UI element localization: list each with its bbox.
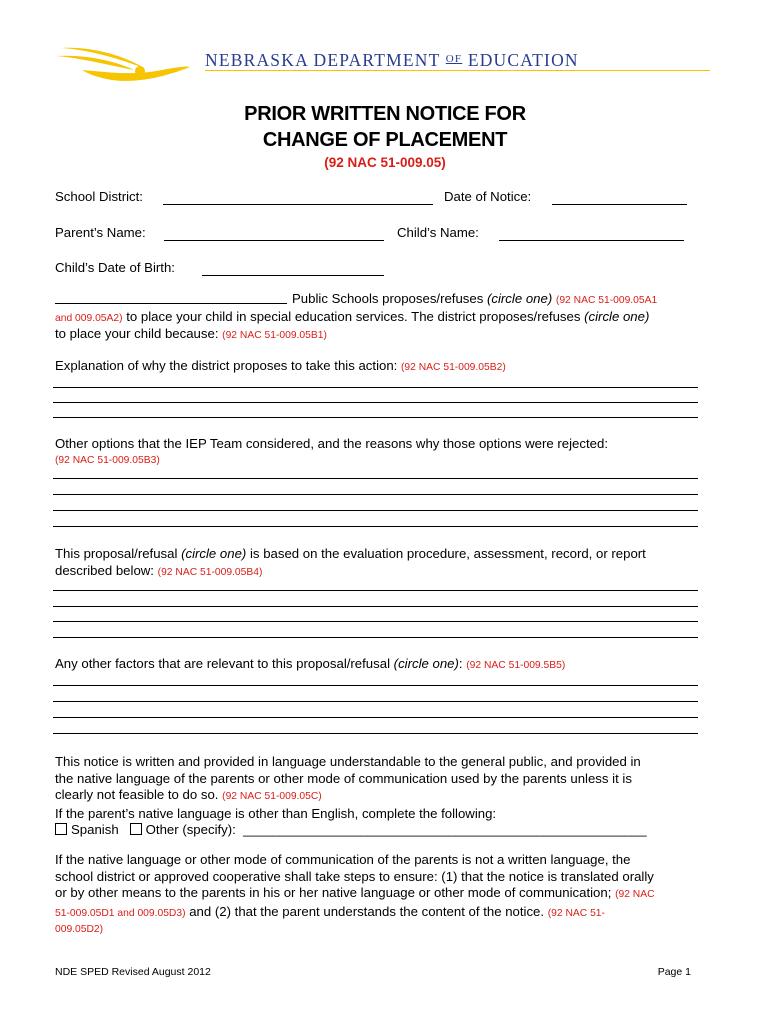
proposal-line1-italic: (circle one): [487, 291, 553, 306]
language-line3-text: clearly not feasible to do so.: [55, 787, 219, 802]
proposal-line1-cite: (92 NAC 51-009.05A1: [555, 295, 658, 306]
proposal-line3-text: to place your child because:: [55, 326, 219, 341]
basis-text-a: This proposal/refusal: [55, 546, 178, 561]
factors-text: Any other factors that are relevant to this proposal/refusal: [55, 656, 390, 671]
org-name: [205, 50, 579, 71]
spanish-label: Spanish: [71, 822, 119, 837]
org-name-part2: EDUCATION: [467, 50, 579, 70]
other-options-line-2[interactable]: [53, 494, 698, 495]
factors-line-4[interactable]: [53, 733, 698, 734]
title-line2: CHANGE OF PLACEMENT: [262, 129, 508, 151]
school-district-label: School District:: [55, 189, 143, 204]
proposal-line2-italic: (circle one): [584, 309, 650, 324]
school-district-field[interactable]: [163, 192, 433, 205]
proposal-line3: [55, 326, 327, 344]
proposal-line1-text: Public Schools proposes/refuses: [292, 291, 484, 306]
header-rule: [205, 70, 710, 71]
basis-line-2[interactable]: [53, 606, 698, 607]
nde-logo: [52, 40, 192, 86]
other-label: Other (specify):: [145, 822, 236, 837]
date-of-notice-field[interactable]: [552, 192, 687, 205]
explanation-cite: (92 NAC 51-009.05B2): [401, 362, 506, 373]
childs-name-label: Child’s Name:: [397, 225, 479, 240]
basis-line2: [55, 563, 262, 581]
title-line1: PRIOR WRITTEN NOTICE FOR: [244, 103, 526, 125]
factors-colon: :: [458, 656, 463, 671]
language-line1: This notice is written and provided in language understandable to the general public, and provided in: [55, 754, 641, 769]
nonwritten-line4-cite2: (92 NAC 51-: [547, 907, 605, 919]
basis-italic: (circle one): [181, 546, 247, 561]
basis-line-3[interactable]: [53, 621, 698, 622]
nonwritten-line1: If the native language or other mode of communication of the parents is not a written language, the: [55, 852, 631, 867]
basis-cite: (92 NAC 51-009.05B4): [157, 567, 263, 578]
childs-name-field[interactable]: [499, 228, 684, 241]
nonwritten-line2: school district or approved cooperative shall take steps to ensure: (1) that the notice is translated orally: [55, 868, 654, 884]
parents-name-label: Parent’s Name:: [55, 225, 146, 240]
explanation-label: [55, 358, 506, 376]
explanation-line-3[interactable]: [53, 417, 698, 418]
nonwritten-paragraph: [55, 852, 655, 939]
other-options-cite: (92 NAC 51-009.05B3): [55, 455, 160, 466]
factors-line-3[interactable]: [53, 717, 698, 718]
other-options-line-1[interactable]: [53, 478, 698, 479]
explanation-line-2[interactable]: [53, 402, 698, 403]
other-options-line-4[interactable]: [53, 526, 698, 527]
childs-dob-field[interactable]: [202, 263, 384, 276]
district-name-field[interactable]: [55, 291, 287, 304]
explanation-line-1[interactable]: [53, 387, 698, 388]
proposal-line2: [55, 309, 649, 327]
basis-text-b: is based on the evaluation procedure, assessment, record, or report: [250, 546, 646, 561]
language-line4: If the parent’s native language is other than English, complete the following:: [55, 805, 497, 821]
proposal-line3-cite: (92 NAC 51-009.05B1): [222, 330, 327, 341]
language-line3: [55, 787, 647, 806]
nonwritten-line3-cite: (92 NAC: [615, 889, 655, 900]
other-options-line-3[interactable]: [53, 510, 698, 511]
language-options: [55, 822, 647, 839]
factors-label: [55, 656, 565, 674]
factors-line-1[interactable]: [53, 685, 698, 686]
nonwritten-line5-cite: 009.05D2): [55, 924, 104, 935]
nonwritten-line4-cite: 51-009.05D1 and 009.05D3): [55, 907, 186, 919]
explanation-label-text: Explanation of why the district proposes to take this action:: [55, 358, 398, 373]
basis-text-c: described below:: [55, 563, 154, 578]
basis-line1: [55, 546, 646, 562]
language-line2: the native language of the parents or other mode of communication used by the parents unless it is: [55, 770, 632, 786]
footer-page: Page 1: [657, 966, 691, 978]
spanish-checkbox[interactable]: [55, 823, 67, 835]
factors-line-2[interactable]: [53, 701, 698, 702]
proposal-line2-cite: and 009.05A2): [55, 313, 123, 324]
parents-name-field[interactable]: [164, 228, 384, 241]
nonwritten-line4: [55, 904, 655, 923]
nonwritten-line3: [55, 885, 655, 904]
title-citation: (92 NAC 51-009.05): [324, 155, 446, 170]
nonwritten-line4-text: and (2) that the parent understands the content of the notice.: [189, 903, 545, 919]
nde-logo-swoosh-icon: [52, 40, 192, 86]
basis-line-1[interactable]: [53, 590, 698, 591]
proposal-line2-text: to place your child in special education services. The district proposes/refuses: [126, 309, 581, 324]
factors-cite: (92 NAC 51-009.5B5): [466, 660, 566, 671]
language-paragraph: [55, 754, 647, 839]
date-of-notice-label: Date of Notice:: [444, 189, 532, 204]
other-specify-field[interactable]: _______________________________________________________: [243, 822, 647, 837]
nonwritten-line3-text: or by other means to the parents in his or her native language or other mode of communication;: [55, 885, 612, 900]
org-name-of: OF: [445, 53, 463, 65]
proposal-line1: [292, 291, 657, 309]
other-checkbox[interactable]: [130, 823, 142, 835]
footer-revised: NDE SPED Revised August 2012: [55, 966, 211, 978]
org-name-part1: NEBRASKA DEPARTMENT: [205, 50, 441, 70]
other-options-label: Other options that the IEP Team considered, and the reasons why those options were rejected:: [55, 436, 608, 451]
childs-dob-label: Child’s Date of Birth:: [55, 260, 175, 275]
basis-line-4[interactable]: [53, 637, 698, 638]
factors-italic: (circle one): [393, 656, 459, 671]
language-line3-cite: (92 NAC 51-009.05C): [222, 791, 322, 802]
